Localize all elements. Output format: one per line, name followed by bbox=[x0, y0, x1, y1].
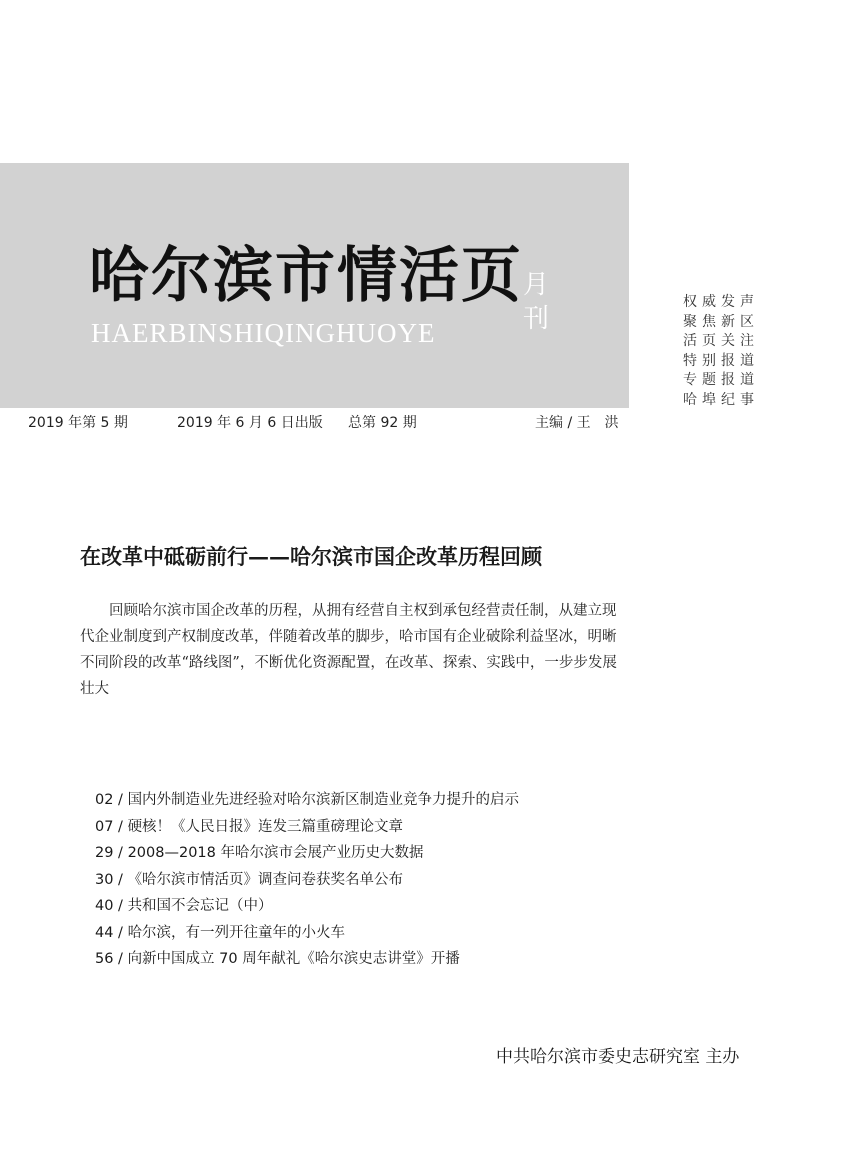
slogan-item: 特别报道 bbox=[683, 352, 759, 369]
frequency-char-1: 月 bbox=[522, 270, 549, 300]
section-slogans bbox=[683, 293, 793, 410]
toc-title: 2008—2018 年哈尔滨市会展产业历史大数据 bbox=[127, 845, 424, 861]
toc-page: 02 bbox=[95, 792, 114, 808]
publication-pinyin: HAERBINSHIQINGHUOYE bbox=[91, 318, 436, 348]
toc-title: 国内外制造业先进经验对哈尔滨新区制造业竞争力提升的启示 bbox=[127, 792, 520, 808]
toc-page: 56 bbox=[95, 951, 114, 967]
table-of-contents bbox=[95, 787, 519, 973]
slogan-item: 聚焦新区 bbox=[683, 313, 759, 330]
toc-item[interactable]: 29 / 2008—2018 年哈尔滨市会展产业历史大数据 bbox=[95, 845, 424, 861]
total-issue: 总第 92 期 bbox=[348, 415, 417, 431]
slogan-item: 活页关注 bbox=[683, 333, 759, 349]
editor-credit: 主编 / 王 洪 bbox=[535, 415, 619, 431]
frequency-label bbox=[520, 268, 552, 336]
toc-title: 硬核！《人民日报》连发三篇重磅理论文章 bbox=[127, 818, 404, 835]
slogan-item: 权威发声 bbox=[683, 294, 759, 310]
sponsor-credit: 中共哈尔滨市委史志研究室 主办 bbox=[496, 1047, 740, 1067]
toc-item[interactable]: 44 / 哈尔滨，有一列开往童年的小火车 bbox=[95, 924, 346, 941]
slogan-item: 专题报道 bbox=[683, 372, 759, 388]
toc-page: 30 bbox=[95, 871, 114, 888]
toc-page: 40 bbox=[95, 898, 114, 914]
toc-page: 29 bbox=[95, 845, 114, 861]
feature-summary: 回顾哈尔滨市国企改革的历程，从拥有经营自主权到承包经营责任制，从建立现代企业制度到产权制度改革，伴随着改革的脚步，哈市国有企业破除利益坚冰，明晰不同阶段的改革“路线图”，不断优化资源配置，在改革、探索、实践中，一步步发展壮大 bbox=[80, 603, 617, 697]
toc-item[interactable]: 40 / 共和国不会忘记（中） bbox=[95, 898, 273, 914]
publication-title: 哈尔滨市情活页 bbox=[89, 241, 523, 311]
toc-item[interactable]: 30 / 《哈尔滨市情活页》调查问卷获奖名单公布 bbox=[95, 871, 404, 888]
toc-item[interactable]: 02 / 国内外制造业先进经验对哈尔滨新区制造业竞争力提升的启示 bbox=[95, 792, 520, 808]
toc-title: 哈尔滨，有一列开往童年的小火车 bbox=[127, 924, 346, 941]
toc-item[interactable]: 56 / 向新中国成立 70 周年献礼《哈尔滨史志讲堂》开播 bbox=[95, 951, 460, 967]
publish-date: 2019 年 6 月 6 日出版 bbox=[177, 415, 323, 431]
toc-page: 07 bbox=[95, 818, 114, 835]
toc-item[interactable]: 07 / 硬核！《人民日报》连发三篇重磅理论文章 bbox=[95, 818, 404, 835]
issue-number: 2019 年第 5 期 bbox=[28, 415, 128, 431]
toc-page: 44 bbox=[95, 924, 114, 941]
frequency-char-2: 刊 bbox=[522, 304, 549, 334]
slogan-item: 哈埠纪事 bbox=[683, 391, 759, 408]
toc-title: 向新中国成立 70 周年献礼《哈尔滨史志讲堂》开播 bbox=[127, 951, 460, 967]
toc-title: 共和国不会忘记（中） bbox=[127, 898, 273, 914]
feature-headline: 在改革中砥砺前行——哈尔滨市国企改革历程回顾 bbox=[80, 544, 542, 569]
toc-title: 《哈尔滨市情活页》调查问卷获奖名单公布 bbox=[127, 871, 404, 888]
